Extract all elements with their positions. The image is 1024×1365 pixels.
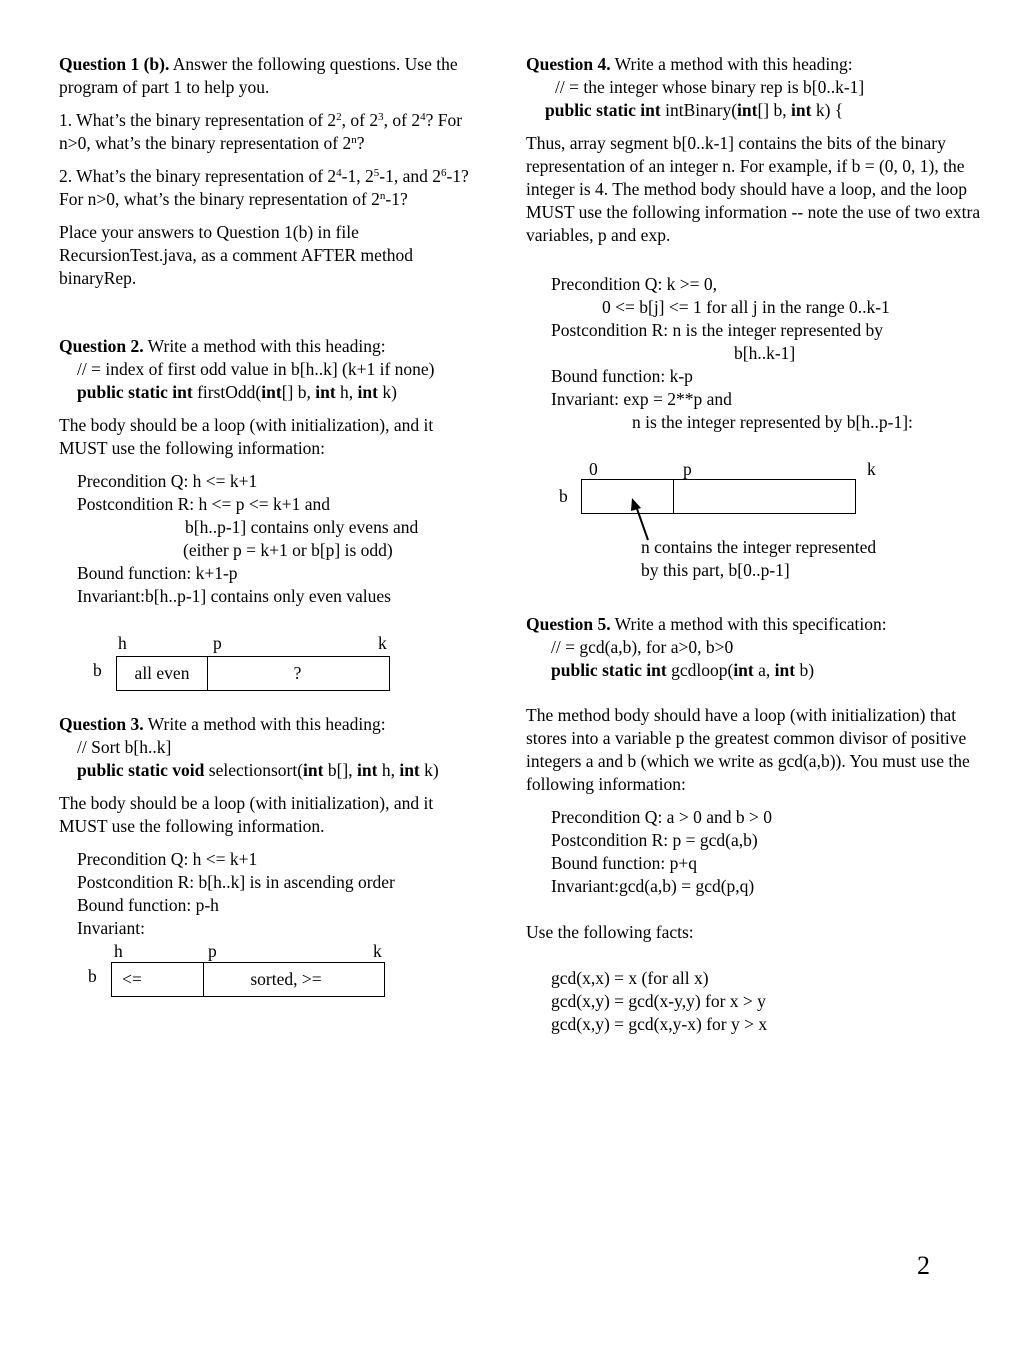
q4-body-text: Thus, array segment b[0..k-1] contains the bits of the binary representation of an integer n. For example, if b = (0, 0, 1), the integer is 4. The method body should have a loop, and the loop MUST use the following information -- note the use of two extra variables, p and exp.	[526, 133, 981, 245]
q5-intro: Question 5. Write a method with this specification:	[526, 614, 887, 634]
q4-precondition-2: 0 <= b[j] <= 1 for all j in the range 0..k-1	[602, 297, 890, 317]
q4-invariant-2: n is the integer represented by b[h..p-1]:	[632, 412, 913, 432]
q4-intro: Question 4. Write a method with this heading:	[526, 54, 853, 74]
q4-bound-function: Bound function: k-p	[551, 366, 693, 386]
right-column	[526, 53, 986, 1036]
q2-postcondition-1: Postcondition R: h <= p <= k+1 and	[77, 494, 331, 514]
q1b-intro: Question 1 (b). Answer the following questions. Use the program of part 1 to help you.	[59, 54, 458, 97]
q3-body-text: The body should be a loop (with initialization), and it MUST use the following information.	[59, 793, 434, 836]
segment-sorted: sorted, >=	[250, 969, 322, 989]
q3-postcondition: Postcondition R: b[h..k] is in ascending order	[77, 872, 395, 892]
q2-bound-function: Bound function: k+1-p	[77, 563, 238, 583]
label-k: k	[867, 459, 876, 479]
q5-invariant: Invariant:gcd(a,b) = gcd(p,q)	[551, 876, 755, 896]
q3-heading: Question 3.	[59, 714, 144, 734]
q3-bound-function: Bound function: p-h	[77, 895, 219, 915]
label-zero: 0	[589, 459, 598, 479]
q2-signature: public static int firstOdd(int[] b, int h, int k)	[77, 382, 397, 402]
q1b-item-1: 1. What’s the binary representation of $2^2$, of $2^3$, of $2^4$? For n>0, what’s the binary representation of 2$^n$?	[59, 110, 463, 153]
label-h: h	[114, 941, 123, 961]
note-line-1: n contains the integer represented	[641, 537, 877, 557]
q5-bound-function: Bound function: p+q	[551, 853, 697, 873]
label-p: p	[208, 941, 217, 961]
q4-postcondition-2: b[h..k-1]	[734, 343, 796, 363]
q2-postcondition-2: b[h..p-1] contains only evens and	[185, 517, 419, 537]
label-p: p	[683, 459, 692, 479]
q3-intro: Question 3. Write a method with this heading:	[59, 714, 386, 734]
q3-invariant-label: Invariant:	[77, 918, 146, 938]
q4-array-diagram	[526, 458, 986, 586]
q4-precondition-1: Precondition Q: k >= 0,	[551, 274, 718, 294]
q2-array-diagram	[59, 632, 479, 694]
q5-fact-1: gcd(x,x) = x (for all x)	[551, 968, 709, 988]
array-box	[116, 656, 390, 691]
q4-signature: public static int intBinary(int[] b, int k) {	[545, 100, 844, 120]
left-column	[59, 53, 479, 1000]
q3-precondition: Precondition Q: h <= k+1	[77, 849, 258, 869]
page-number: 2	[917, 1251, 930, 1280]
q5-facts-intro: Use the following facts:	[526, 922, 694, 942]
label-b: b	[93, 660, 102, 680]
q3-comment: // Sort b[h..k]	[77, 737, 172, 757]
segment-less-equal: <=	[122, 969, 142, 989]
q4-comment: // = the integer whose binary rep is b[0..k-1]	[555, 77, 865, 97]
q4-postcondition-1: Postcondition R: n is the integer represented by	[551, 320, 883, 340]
q5-postcondition: Postcondition R: p = gcd(a,b)	[551, 830, 758, 850]
segment-unknown: ?	[293, 663, 302, 683]
q3-array-diagram	[59, 940, 479, 1000]
q5-comment: // = gcd(a,b), for a>0, b>0	[551, 637, 734, 657]
array-box	[111, 962, 385, 997]
segment-all-even: all even	[134, 663, 190, 683]
label-k: k	[378, 633, 387, 653]
q5-precondition: Precondition Q: a > 0 and b > 0	[551, 807, 772, 827]
q5-fact-3: gcd(x,y) = gcd(x,y-x) for y > x	[551, 1014, 768, 1034]
segment-divider	[673, 480, 674, 513]
q1b-item-2: 2. What’s the binary representation of $2^4-1$, $2^5-1$, and $2^6-1$? For n>0, what’s the binary representation of 2$^n$-1?	[59, 166, 469, 209]
q4-invariant-1: Invariant: exp = 2**p and	[551, 389, 732, 409]
q5-heading: Question 5.	[526, 614, 611, 634]
q2-heading: Question 2.	[59, 336, 144, 356]
label-b: b	[88, 966, 97, 986]
q2-postcondition-3: (either p = k+1 or b[p] is odd)	[183, 540, 393, 560]
q2-intro: Question 2. Write a method with this heading:	[59, 336, 386, 356]
label-b: b	[559, 486, 568, 506]
q2-body-text: The body should be a loop (with initialization), and it MUST use the following information:	[59, 415, 434, 458]
array-box	[581, 479, 856, 514]
q2-comment: // = index of first odd value in b[h..k] (k+1 if none)	[77, 359, 435, 379]
q5-fact-2: gcd(x,y) = gcd(x-y,y) for x > y	[551, 991, 766, 1011]
q1b-heading: Question 1 (b).	[59, 54, 170, 74]
label-k: k	[373, 941, 382, 961]
note-line-2: by this part, b[0..p-1]	[641, 560, 790, 580]
label-h: h	[118, 633, 127, 653]
q5-body-text: The method body should have a loop (with initialization) that stores into a variable p the greatest common divisor of positive integers a and b (which we write as gcd(a,b)). You must use the following information:	[526, 705, 970, 794]
q3-signature: public static void selectionsort(int b[], int h, int k)	[77, 760, 439, 780]
q5-signature: public static int gcdloop(int a, int b)	[551, 660, 815, 680]
q2-invariant: Invariant:b[h..p-1] contains only even values	[77, 586, 391, 606]
q1b-place-answers: Place your answers to Question 1(b) in file RecursionTest.java, as a comment AFTER method binaryRep.	[59, 222, 414, 288]
label-p: p	[213, 633, 222, 653]
q4-heading: Question 4.	[526, 54, 611, 74]
q2-precondition: Precondition Q: h <= k+1	[77, 471, 258, 491]
